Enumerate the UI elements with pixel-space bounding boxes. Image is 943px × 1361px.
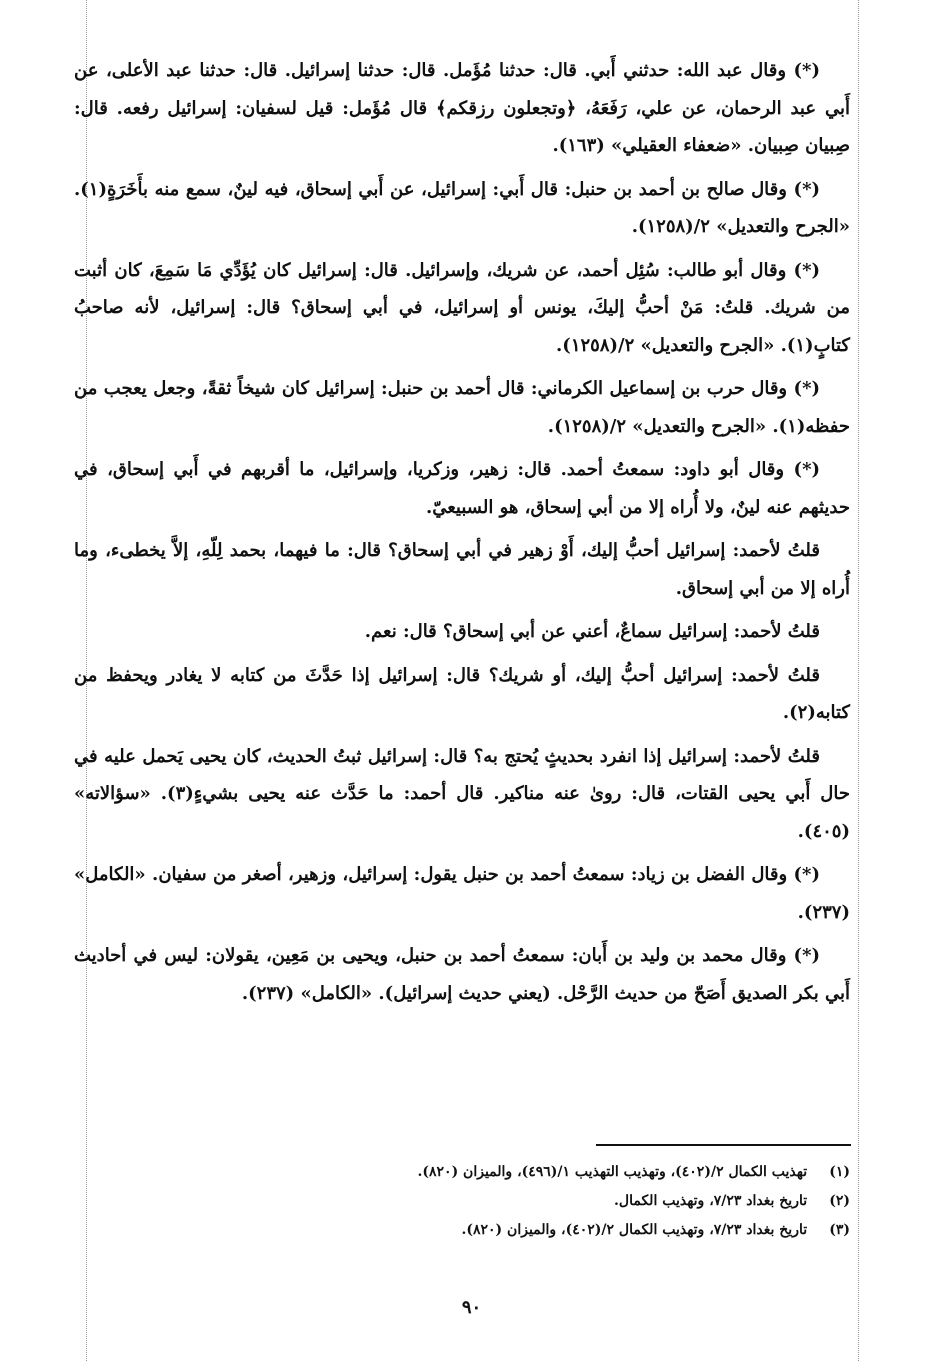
paragraph-8: قلتُ لأحمد: إسرائيل أحبُّ إليك، أو شريك؟ قال: إسرائيل إذا حَدَّثَ من كتابه لا يغادر ويحفظ من كتابه(٢).: [74, 664, 850, 723]
paragraph-7: قلتُ لأحمد: إسرائيل سماعٌ، أعني عن أبي إسحاق؟ قال: نعم.: [364, 621, 820, 642]
paragraph-4: (*) وقال حرب بن إسماعيل الكرماني: قال أحمد بن حنبل: إسرائيل كان شيخاً ثقةً، وجعل يعجب من حفظه(١). «الجرح والتعديل» ٢/(١٢٥٨).: [74, 378, 850, 437]
paragraph-3: (*) وقال أبو طالب: سُئِل أحمد، عن شريك، وإسرائيل. قال: إسرائيل كان يُؤَدِّي مَا سَمِعَ، كان أثبت من شريك. قلتُ: مَنْ أحبُّ إليكَ، يونس أو إسرائيل، في أبي إسحاق؟ قال: إسرائيل، لأنه صاحبُ كتابٍ(١). «الجرح والتعديل» ٢/(١٢٥٨).: [74, 259, 850, 356]
footnote-divider: [596, 1144, 851, 1146]
footnote-1: [74, 1158, 850, 1187]
footnote-number: (٣): [829, 1222, 850, 1238]
paragraph-9: قلتُ لأحمد: إسرائيل إذا انفرد بحديثٍ يُحتج به؟ قال: إسرائيل ثبتُ الحديث، كان يحيى يَحمل عليه في حال أَبي يحيى القتات، قال: روىٰ عنه مناكير. قال أحمد: ما حَدَّث عنه يحيى بشيءٍ(٣). «سؤالاته» (٤٠٥).: [74, 745, 850, 842]
paragraph-5: (*) وقال أبو داود: سمعتُ أحمد. قال: زهير، وزكريا، وإسرائيل، ما أقربهم في أَبي إسحاق، في حديثهم عنه لينٌ، ولا أُراه إلا من أبي إسحاق، هو السبيعيّ.: [74, 459, 850, 518]
paragraph-2: (*) وقال صالح بن أحمد بن حنبل: قال أَبي: إسرائيل، عن أَبي إسحاق، فيه لينٌ، سمع منه بأَخَرَةٍ(١). «الجرح والتعديل» ٢/(١٢٥٨).: [74, 178, 850, 237]
footnote-text: تهذيب الكمال ٢/(٤٠٢)، وتهذيب التهذيب ١/(٤٩٦)، والميزان (٨٢٠).: [417, 1164, 808, 1180]
right-margin-guide: [858, 0, 859, 1361]
footnote-text: تاريخ بغداد ٧/٢٣، وتهذيب الكمال ٢/(٤٠٢)، والميزان (٨٢٠).: [461, 1222, 808, 1238]
paragraph-10: (*) وقال الفضل بن زياد: سمعتُ أحمد بن حنبل يقول: إسرائيل، وزهير، أصغر من سفيان. «الكامل» (٢٣٧).: [74, 864, 850, 923]
footnote-number: (١): [829, 1164, 850, 1180]
paragraph-11: (*) وقال محمد بن وليد بن أَبان: سمعتُ أحمد بن حنبل، ويحيى بن مَعِين، يقولان: ليس في أحاديث أَبي بكر الصديق أَصَحّ من حديث الرَّحْل. (يعني حديث إسرائيل). «الكامل» (٢٣٧).: [74, 945, 850, 1004]
paragraph-1: (*) وقال عبد الله: حدثني أَبي. قال: حدثنا مُؤَمل. قال: حدثنا إسرائيل. قال: حدثنا عبد الأعلى، عن أَبي عبد الرحمان، عن علي، رَفَعَهُ، ﴿وتجعلون رزقكم﴾ قال مُؤَمل: قيل لسفيان: إسرائيل رفعه. قال: صِبيان صِبيان. «ضعفاء العقيلي» (١٦٣).: [74, 60, 850, 156]
page-body: [74, 52, 850, 1018]
footnote-2: [74, 1187, 850, 1216]
footnote-3: [74, 1216, 850, 1245]
footnotes: [74, 1158, 850, 1245]
footnote-number: (٢): [829, 1193, 850, 1209]
page-number: ٩٠: [461, 1297, 482, 1318]
paragraph-6: قلتُ لأحمد: إسرائيل أحبُّ إليك، أَوْ زهير في أبي إسحاق؟ قال: ما فيهما، بحمد لِلّهِ، إلاَّ يخطىء، وما أُراه إلا من أبي إسحاق.: [74, 540, 850, 599]
footnote-text: تاريخ بغداد ٧/٢٣، وتهذيب الكمال.: [614, 1193, 808, 1209]
